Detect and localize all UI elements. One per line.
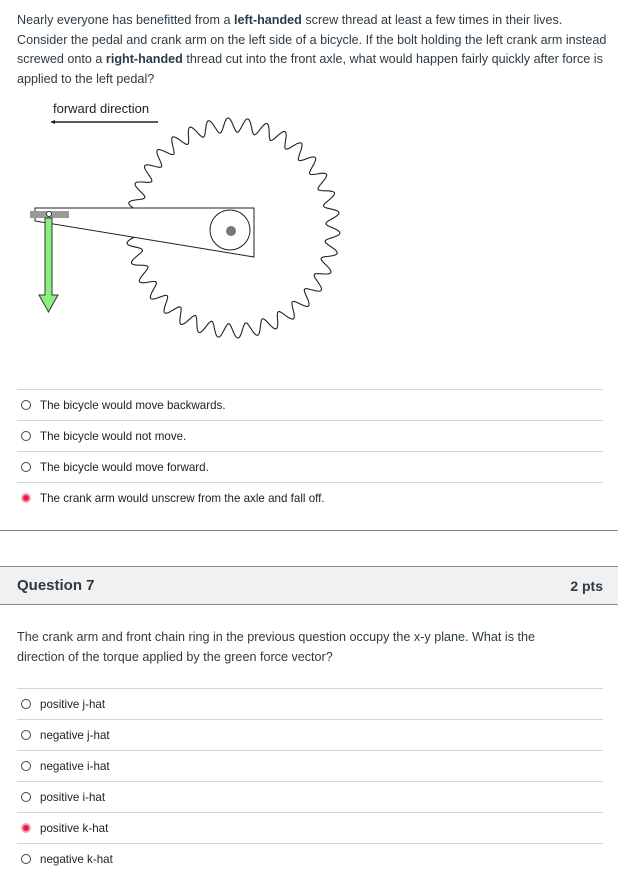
option-positive-j-hat[interactable] — [17, 688, 603, 719]
option-negative-k-hat[interactable] — [17, 843, 603, 874]
radio-button[interactable] — [21, 400, 31, 410]
option-negative-j-hat[interactable] — [17, 719, 603, 750]
option-positive-i-hat[interactable] — [17, 781, 603, 812]
option-unscrew[interactable] — [17, 482, 603, 513]
question-7-options — [17, 688, 603, 874]
option-label: negative k-hat — [40, 852, 113, 866]
forward-arrowhead — [50, 120, 55, 124]
radio-button[interactable] — [21, 761, 31, 771]
forward-direction-label: forward direction — [53, 101, 150, 116]
question-6-text — [17, 11, 607, 89]
option-label: positive k-hat — [40, 821, 109, 835]
radio-button[interactable] — [21, 462, 31, 472]
emphasis: left-handed — [234, 13, 302, 27]
option-negative-i-hat[interactable] — [17, 750, 603, 781]
option-label: The bicycle would not move. — [40, 429, 187, 443]
radio-button[interactable] — [21, 699, 31, 709]
option-not-move[interactable] — [17, 420, 603, 451]
radio-button-selected[interactable] — [21, 493, 31, 503]
text: thread cut into the front axle, what would happen fairly quickly after force is applied to the left pedal? — [17, 52, 603, 86]
question-points: 2 pts — [570, 577, 603, 594]
radio-button[interactable] — [21, 854, 31, 864]
force-vector-arrow — [39, 218, 58, 312]
question-title: Question 7 — [17, 577, 95, 594]
option-label: positive i-hat — [40, 790, 106, 804]
option-label: negative i-hat — [40, 759, 110, 773]
question-7-text: The crank arm and front chain ring in the previous question occupy the x-y plane. What is the direction of the torque applied by the green force vector? — [17, 630, 536, 664]
option-label: negative j-hat — [40, 728, 110, 742]
radio-button[interactable] — [21, 792, 31, 802]
option-label: The crank arm would unscrew from the axle and fall off. — [40, 491, 325, 505]
text: screw thread at least a few times in their lives. Consider the pedal and crank arm on the left side of a bicycle. If the bolt holding the left crank arm instead screwed onto a — [17, 13, 607, 67]
text: Nearly everyone has benefitted from a — [17, 13, 235, 27]
option-move-forward[interactable] — [17, 451, 603, 482]
emphasis: right-handed — [105, 52, 183, 67]
bicycle-crank-figure — [0, 90, 360, 340]
radio-button-selected[interactable] — [21, 823, 31, 833]
pedal-pivot — [47, 212, 52, 217]
radio-button[interactable] — [21, 730, 31, 740]
option-label: The bicycle would move backwards. — [40, 398, 226, 412]
question-divider — [0, 530, 618, 531]
axle-bolt — [226, 226, 236, 236]
question-7-header — [0, 566, 618, 605]
option-label: The bicycle would move forward. — [40, 460, 209, 474]
question-6-options — [17, 389, 603, 513]
option-move-backwards[interactable] — [17, 389, 603, 420]
option-positive-k-hat[interactable] — [17, 812, 603, 843]
option-label: positive j-hat — [40, 697, 106, 711]
radio-button[interactable] — [21, 431, 31, 441]
